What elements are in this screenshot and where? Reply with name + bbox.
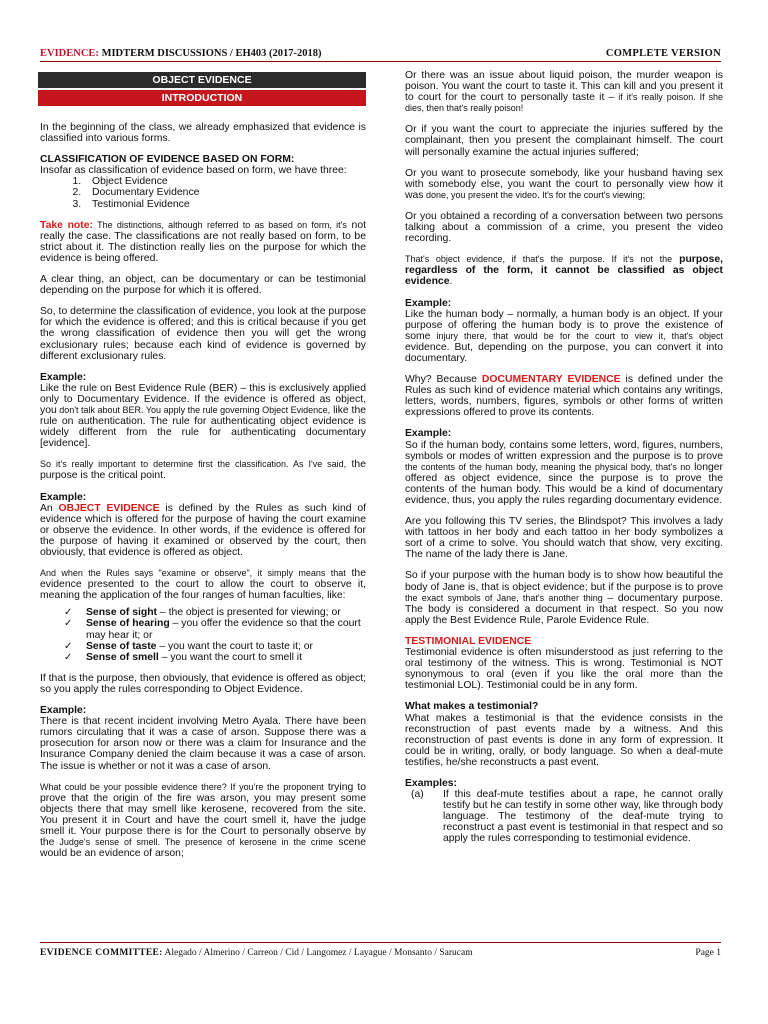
example-heading: Example: (40, 371, 87, 383)
human-body-paragraph (405, 309, 723, 364)
prosecute-paragraph (405, 168, 723, 201)
what-makes-paragraph: What makes a testimonial is that the evidence consists in the reconstruction of past events made by a witness. And this reconstruction of past events is done in any form of expression. It could be in writing, orally, or body language. So when a deaf-mute testifies, he/she reconstructs a past event. (405, 712, 723, 768)
forms-list (40, 176, 366, 209)
jane-text: So if your purpose with the human body is to show how beautiful the body of Jane is, that is object evidence; but if the purpose is to prove (405, 570, 723, 593)
examples-heading: Examples: (405, 777, 457, 789)
rules-lead: And when the Rules says "examine or observe", it simply means that (40, 568, 346, 579)
why-lead: Why? Because (405, 374, 482, 386)
classification-heading: CLASSIFICATION OF EVIDENCE BASED ON FORM: (40, 154, 295, 166)
thats-object-paragraph (405, 254, 723, 287)
take-note-lead: The distinctions, although referred to as based on form, it's (92, 219, 347, 230)
sense-term: Sense of hearing (86, 618, 170, 630)
list-item: 3. Testimonial Evidence (84, 199, 366, 210)
header-evidence-label: EVIDENCE: (40, 48, 99, 59)
important-lead: So it's really important to determine first the classification. As I've said, (40, 459, 347, 470)
sense-term: Sense of smell (86, 651, 159, 663)
why-paragraph (405, 374, 723, 418)
human-body-text: Like the human body – normally, a human body is an object. If your purpose of offering the human body is to prove the existence of some (405, 308, 723, 342)
right-column (405, 70, 723, 845)
list-item (64, 641, 366, 652)
possible-evidence-text: trying to prove that the origin of the fire was arson, you may present some objects there that may smell like kerosene, recovered from the site. You present it in Court and have the court smell it, have the judge smell it. Your purpose there is for the Court to personally observe by the (40, 781, 366, 849)
list-marker: (a) (411, 789, 424, 801)
checkmark-icon: ✓ (64, 618, 73, 630)
committee-label: EVIDENCE COMMITTEE: (40, 948, 163, 958)
jane-paragraph (405, 570, 723, 625)
documentary-evidence-term: DOCUMENTARY EVIDENCE (481, 374, 621, 386)
checkmark-icon: ✓ (64, 640, 73, 652)
sense-text: – you offer the evidence so that the court may hear it; or (86, 618, 361, 641)
rules-paragraph (40, 568, 366, 601)
left-column (40, 70, 366, 869)
take-note-paragraph (40, 220, 366, 264)
poison-paragraph (405, 70, 723, 114)
classification-intro: Insofar as classification of evidence based on form, we have three: (40, 165, 347, 177)
definition-lead: An (40, 502, 59, 514)
testimonial-heading: TESTIMONIAL EVIDENCE (405, 635, 532, 647)
injuries-paragraph: Or if you want the court to appreciate the injuries suffered by the complainant, then you present the complainant himself. The court will personally examine the actual injuries suffered; (405, 124, 723, 158)
sense-text: – you want the court to smell it (158, 651, 302, 663)
what-makes-heading: What makes a testimonial? (405, 701, 539, 713)
header-rule (40, 61, 721, 62)
prosecute-small: done, you present the video. It's for the court's viewing; (423, 189, 646, 200)
header-title (40, 48, 322, 59)
checkmark-icon: ✓ (64, 651, 73, 663)
section-band-object-evidence: OBJECT EVIDENCE (38, 72, 366, 88)
page-footer (40, 947, 721, 963)
example-heading: Example: (40, 491, 87, 503)
page-number: Page 1 (695, 948, 721, 958)
possible-evidence-small: Judge's sense of smell. The presence of kerosene in the crime (54, 837, 333, 848)
object-definition-paragraph (40, 503, 366, 558)
ber-small: don't talk about BER. You apply the rule governing Object Evidence, (56, 404, 331, 415)
contents-paragraph (405, 440, 723, 507)
deaf-mute-text: If this deaf-mute testifies about a rape, he cannot orally testify but he can testify in some other way, like through body language. The testimony of the deaf-mute trying to reconstruct a past event is testimonial in that respect and so apply the rules corresponding to testimonial evidence. (443, 789, 723, 845)
ber-text-end: like the rule on authentication. The rule for authenticating object evidence is widely different from the rule for authenticating documentary [evidence]. (40, 404, 366, 450)
sense-term: Sense of sight (86, 607, 158, 619)
take-note-label: Take note: (40, 219, 93, 231)
contents-end: longer offered as object evidence, since the purpose is to prove the contents of the human body. This would be a kind of documentary evidence, thus, you apply the rules regarding documentary evidence. (405, 461, 723, 506)
footer-committee (40, 948, 473, 958)
jane-end: – documentary purpose. The body is considered a document in that respect. So you now apply the Best Evidence Rule, Parole Evidence Rule. (405, 592, 723, 626)
testimonial-paragraph: Testimonial evidence is often misunderstood as just referring to the oral testimony of the witness. This is wrong. Testimonial is NOT synonymous to oral (even if you like the oral more than the testimonial LOL). Testimonial could be in any form. (405, 647, 723, 692)
list-item (64, 618, 366, 640)
ber-text: Like the rule on Best Evidence Rule (BER) – this is exclusively applied only to Documentary Evidence. If the evidence is offered as object, you (40, 382, 366, 416)
thats-object-bold: purpose, regardless of the form, it cannot be classified as object evidence (405, 254, 723, 288)
list-item (411, 789, 723, 845)
purpose-paragraph: So, to determine the classification of evidence, you look at the purpose for which the evidence is offered; and this is critical because if you get the wrong classification of evidence then you will get the wrong exclusionary rules; because each kind of evidence is governed by different exclusionary rules. (40, 306, 366, 362)
section-band-introduction: INTRODUCTION (38, 90, 366, 106)
why-text: is defined under the Rules as such kind of evidence material which contains any writings, letters, words, numbers, figures, symbols or other forms of written expressions offered to prove its contents. (405, 374, 723, 419)
poison-small: if it's really poison. If she dies, then that's really poison! (405, 92, 723, 114)
example-heading: Example: (405, 428, 452, 440)
sense-term: Sense of taste (86, 640, 157, 652)
example-heading: Example: (40, 705, 87, 717)
recording-paragraph: Or you obtained a recording of a conversation between two persons talking about a commission of a crime, you present the video recording. (405, 210, 723, 245)
clear-thing-paragraph: A clear thing, an object, can be documentary or can be testimonial depending on the purpose for which it is offered. (40, 274, 366, 297)
list-item: 1. Object Evidence (84, 176, 366, 187)
list-item (64, 652, 366, 663)
sense-text: – the object is presented for viewing; or (157, 607, 341, 619)
list-item (64, 607, 366, 618)
header-version: COMPLETE VERSION (605, 48, 721, 59)
important-text: the purpose is the critical point. (40, 459, 366, 482)
if-purpose-paragraph: If that is the purpose, then obviously, that evidence is offered as object; so you apply the rules corresponding to Object Evidence. (40, 672, 366, 695)
blindspot-paragraph: Are you following this TV series, the Blindspot? This involves a lady with tattoos in her body and each tattoo in her body symbolizes a sort of a crime to solve. You should watch that show, very exciting. The name of the lady there is Jane. (405, 516, 723, 561)
definition-text: is defined by the Rules as such kind of evidence which is offered for the purpose of having the court examine or observe the evidence. In other words, if the evidence is offered for the purpose of having it examined or observed by the court, then obviously, that evidence is offered as object. (40, 502, 366, 558)
footer-rule (40, 942, 721, 943)
rules-text: the evidence presented to the court to allow the court to observe it, meaning the application of the four ranges of human faculties, like: (40, 568, 366, 602)
sense-text: – you want the court to taste it; or (156, 640, 313, 652)
possible-evidence-lead: What could be your possible evidence there? If you're the proponent (40, 781, 324, 792)
possible-evidence-end: scene would be an evidence of arson; (40, 837, 366, 860)
important-paragraph (40, 459, 366, 481)
arson-paragraph: There is that recent incident involving Metro Ayala. There have been rumors circulating that it was a case of arson. Suppose there was a prosecution for arson now or there was a claim for Insurance and the Insurance Company denied the claim because it was a case of arson. The issue is whether or not it was a case of arson. (40, 716, 366, 772)
thats-object-end: . (449, 276, 453, 288)
poison-text: Or there was an issue about liquid poison, the murder weapon is poison. You want the court to taste it. This can kill and you present it to court for the court to personally taste it – (405, 70, 723, 104)
human-body-end: evidence. But, depending on the purpose, you can convert it into documentary. (405, 341, 723, 364)
contents-small: the contents of the human body, meaning the physical body, that's no (405, 461, 691, 472)
prosecute-text: Or you want to prosecute somebody, like your husband having sex with somebody else, you want the court to personally view how it was (405, 167, 723, 201)
ber-paragraph (40, 383, 366, 450)
list-item: 2. Documentary Evidence (84, 187, 366, 198)
jane-small: the exact symbols of Jane, that's another thing (405, 592, 603, 603)
example-heading: Example: (405, 297, 452, 309)
take-note-text: not really the case. The classifications are not really based on form, to be strict about it. The distinction really lies on the purpose for which the evidence is being offered. (40, 219, 366, 264)
header-course: MIDTERM DISCUSSIONS / EH403 (2017-2018) (98, 48, 322, 59)
object-evidence-term: OBJECT EVIDENCE (58, 502, 160, 514)
committee-members: Alegado / Almerino / Carreon / Cid / Langomez / Layague / Monsanto / Sarucam (162, 948, 473, 958)
possible-evidence-paragraph (40, 782, 366, 860)
senses-list (40, 607, 366, 662)
contents-text: So if the human body, contains some letters, word, figures, numbers, symbols or modes of written expression and the purpose is to prove (405, 439, 723, 462)
thats-object-lead: That's object evidence, if that's the purpose. If it's not the (405, 254, 673, 265)
intro-paragraph: In the beginning of the class, we already emphasized that evidence is classified into various forms. (40, 122, 366, 145)
human-body-small: injury there, that would be for the court to view it, that's object (430, 330, 723, 341)
checkmark-icon: ✓ (64, 607, 73, 619)
examples-list (405, 789, 723, 844)
